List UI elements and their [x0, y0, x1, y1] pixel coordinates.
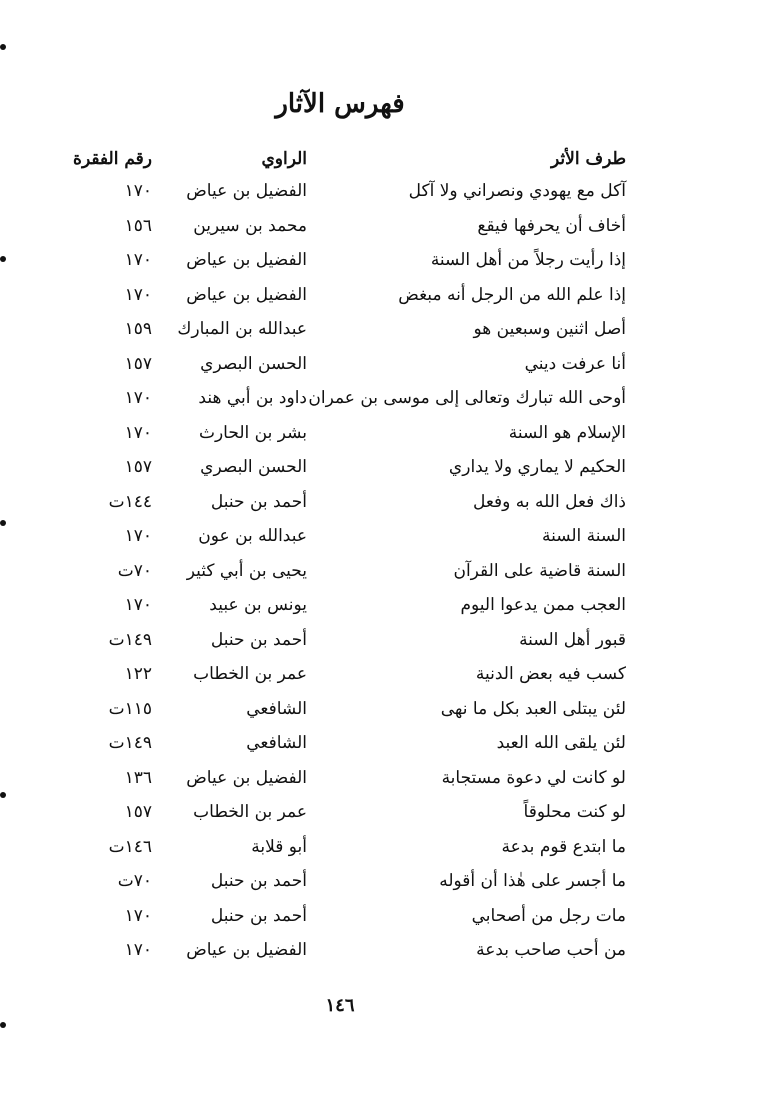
paragraph-number: ١٢٢ [124, 664, 152, 684]
athar-text: لو كانت لي دعوة مستجابة [441, 767, 626, 788]
table-row [0, 899, 764, 934]
narrator-name: عبدالله بن عون [198, 526, 307, 546]
athar-text: مات رجل من أصحابي [471, 905, 626, 926]
athar-text: الحكيم لا يماري ولا يداري [448, 457, 626, 477]
athar-text: إذا رأيت رجلاً من أهل السنة [430, 250, 626, 270]
table-row [0, 278, 764, 313]
paragraph-number: ١٧٠ [124, 905, 152, 926]
athar-text: ذاك فعل الله به وفعل [472, 491, 626, 512]
table-row [0, 347, 764, 382]
narrator-name: الحسن البصري [200, 353, 307, 374]
paragraph-number: ١٧٠ [124, 388, 152, 408]
narrator-name: يونس بن عبيد [209, 595, 307, 615]
entries-list [0, 174, 764, 974]
athar-text: الإسلام هو السنة [508, 422, 626, 443]
narrator-name: أحمد بن حنبل [210, 629, 307, 650]
paragraph-number: ١٧٠ [124, 422, 152, 443]
paragraph-number: ١٥٩ [124, 319, 152, 339]
athar-text: أنا عرفت ديني [524, 353, 626, 374]
athar-text: السنة السنة [541, 526, 626, 546]
athar-text: العجب ممن يدعوا اليوم [460, 595, 626, 615]
athar-text: أخاف أن يحرفها فيقع [477, 215, 626, 236]
header-text-column: طرف الأثر [551, 149, 626, 169]
table-row [0, 312, 764, 347]
header-narrator-column: الراوي [261, 149, 307, 169]
paragraph-number: ١٧٠ [124, 284, 152, 305]
narrator-name: الشافعي [246, 733, 307, 753]
paragraph-number: ١٥٧ [124, 353, 152, 374]
page-number: ١٤٦ [325, 995, 355, 1016]
narrator-name: أحمد بن حنبل [210, 491, 307, 512]
table-row [0, 864, 764, 899]
table-row [0, 485, 764, 520]
athar-text: قبور أهل السنة [519, 629, 626, 650]
narrator-name: الشافعي [246, 698, 307, 719]
athar-text: ما ابتدع قوم بدعة [501, 836, 626, 857]
athar-text: آكل مع يهودي ونصراني ولا آكل [408, 181, 626, 201]
paragraph-number: ١٧٠ [124, 595, 152, 615]
paragraph-number: ١٥٧ [124, 457, 152, 477]
paragraph-number: ١٤٤ت [108, 491, 152, 512]
table-row [0, 209, 764, 244]
athar-text: من أحب صاحب بدعة [476, 940, 626, 960]
paragraph-number: ١٣٦ [124, 767, 152, 788]
paragraph-number: ١٧٠ [124, 250, 152, 270]
narrator-name: الفضيل بن عياض [186, 181, 307, 201]
narrator-name: عمر بن الخطاب [193, 664, 307, 684]
narrator-name: محمد بن سيرين [193, 215, 307, 236]
narrator-name: الفضيل بن عياض [186, 284, 307, 305]
narrator-name: أحمد بن حنبل [210, 905, 307, 926]
athar-text: لئن يبتلى العبد بكل ما نهى [440, 698, 626, 719]
scan-mark [0, 792, 6, 798]
paragraph-number: ١٧٠ [124, 526, 152, 546]
narrator-name: الفضيل بن عياض [186, 767, 307, 788]
narrator-name: عمر بن الخطاب [193, 802, 307, 822]
table-row [0, 830, 764, 865]
table-header [0, 142, 764, 177]
narrator-name: داود بن أبي هند [198, 388, 307, 408]
narrator-name: عبدالله بن المبارك [177, 319, 307, 339]
narrator-name: أحمد بن حنبل [210, 871, 307, 891]
athar-text: إذا علم الله من الرجل أنه مبغض [398, 284, 626, 305]
table-row [0, 657, 764, 692]
table-row [0, 623, 764, 658]
paragraph-number: ١٧٠ [124, 940, 152, 960]
narrator-name: أبو قلابة [251, 836, 307, 857]
table-row [0, 933, 764, 968]
athar-text: لئن يلقى الله العبد [496, 733, 626, 753]
paragraph-number: ١٤٩ت [108, 733, 152, 753]
athar-text: السنة قاضية على القرآن [453, 560, 626, 581]
table-row [0, 761, 764, 796]
header-paragraph-column: رقم الفقرة [73, 149, 152, 169]
table-row [0, 795, 764, 830]
scan-mark [0, 44, 6, 50]
scan-mark [0, 1022, 6, 1028]
narrator-name: الفضيل بن عياض [186, 940, 307, 960]
athar-text: أوحى الله تبارك وتعالى إلى موسى بن عمران [308, 388, 626, 408]
paragraph-number: ١١٥ت [108, 698, 152, 719]
athar-text: ما أجسر على هٰذا أن أقوله [439, 871, 626, 891]
scan-mark [0, 256, 6, 262]
narrator-name: يحيى بن أبي كثير [186, 560, 307, 581]
athar-text: لو كنت محلوقاً [523, 802, 626, 822]
paragraph-number: ١٥٧ [124, 802, 152, 822]
paragraph-number: ٧٠ت [117, 560, 152, 581]
athar-text: أصل اثنين وسبعين هو [473, 319, 626, 339]
paragraph-number: ١٤٩ت [108, 629, 152, 650]
table-row [0, 588, 764, 623]
table-row [0, 381, 764, 416]
paragraph-number: ١٥٦ [124, 215, 152, 236]
narrator-name: الحسن البصري [200, 457, 307, 477]
athar-text: كسب فيه بعض الدنية [475, 664, 626, 684]
table-row [0, 554, 764, 589]
paragraph-number: ١٧٠ [124, 181, 152, 201]
table-row [0, 519, 764, 554]
table-row [0, 243, 764, 278]
table-row [0, 174, 764, 209]
scan-mark [0, 520, 6, 526]
paragraph-number: ٧٠ت [117, 871, 152, 891]
page-title: فهرس الآثار [275, 89, 405, 119]
narrator-name: بشر بن الحارث [198, 422, 307, 443]
paragraph-number: ١٤٦ت [108, 836, 152, 857]
table-row [0, 726, 764, 761]
narrator-name: الفضيل بن عياض [186, 250, 307, 270]
table-row [0, 450, 764, 485]
table-row [0, 692, 764, 727]
table-row [0, 416, 764, 451]
